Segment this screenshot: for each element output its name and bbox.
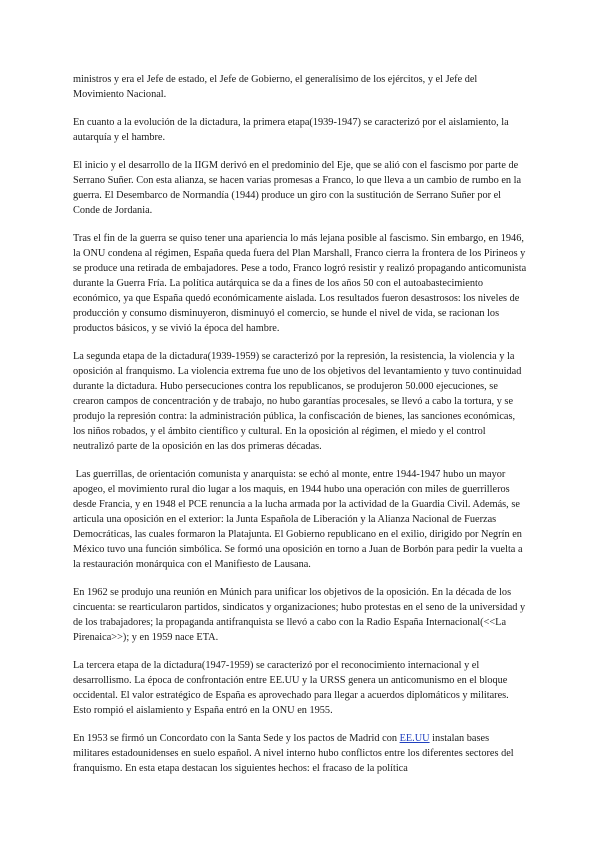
paragraph-8: La tercera etapa de la dictadura(1947-1959) se caracterizó por el reconocimiento internacional y el desarrollismo. La época de confrontación entre EE.UU y la URSS genera un anticomunismo en el bloque occidental. El valor estratégico de España es aprovechado para llegar a acuerdos diplomáticos y militares. Esto rompió el aislamiento y España entró en la ONU en 1955. xyxy=(73,660,509,716)
paragraph-3: El inicio y el desarrollo de la IIGM derivó en el predominio del Eje, que se alió con el fascismo por parte de Serrano Suñer. Con esta alianza, se hacen varias promesas a Franco, lo que lleva a un cambio de rumbo en la guerra. El Desembarco de Normandía (1944) produce un giro con la sustitución de Serrano Suñer por el Conde de Jordania. xyxy=(73,160,522,216)
paragraph-4: Tras el fin de la guerra se quiso tener una apariencia lo más lejana posible al fascismo. Sin embargo, en 1946, la ONU condena al régimen, España queda fuera del Plan Marshall, Franco cierra la frontera de los Pirineos y se produce una retirada de embajadores. Pese a todo, Franco logró resistir y realizó propagando anticomunista durante la Guerra Fría. La política autárquica se da a fines de los años 50 con el autoabastecimiento económico, ya que España quedó económicamente aislada. Los resultados fueron desastrosos: los niveles de producción y consumo disminuyeron, disminuyó el comercio, se hunde el nivel de vida, se racionan los productos básicos, y se vivió la época del hambre. xyxy=(73,233,527,334)
paragraph-5: La segunda etapa de la dictadura(1939-1959) se caracterizó por la represión, la resistencia, la violencia y la oposición al franquismo. La violencia extrema fue uno de los objetivos del levantamiento y tuvo continuidad durante la dictadura. Hubo persecuciones contra los republicanos, se produjeron 50.000 ejecuciones, se crearon campos de concentración y de trabajo, no hubo garantías procesales, se llevó a cabo la tortura, y se produjo la represión contra: la administración pública, la confiscación de bienes, las sanciones económicas, los niños robados, y el ámbito científico y cultural. En la oposición al régimen, el miedo y el control neutralizó parte de la oposición en las dos primeras décadas. xyxy=(73,351,522,452)
paragraph-9-text-after-link: instalan bases militares estadounidenses en suelo español. A nivel interno hubo conflictos entre los diferentes sectores del franquismo. En esta etapa destacan los siguientes hechos: el fracaso de la política xyxy=(73,733,514,774)
paragraph-9-text-before-link: En 1953 se firmó un Concordato con la Santa Sede y los pactos de Madrid con xyxy=(73,733,400,744)
usa-link[interactable]: EE.UU xyxy=(399,733,430,744)
paragraph-1: ministros y era el Jefe de estado, el Jefe de Gobierno, el generalísimo de los ejércitos, y el Jefe del Movimiento Nacional. xyxy=(73,74,478,100)
paragraph-6: Las guerrillas, de orientación comunista y anarquista: se echó al monte, entre 1944-1947 hubo un mayor apogeo, el movimiento rural dio lugar a los maquis, en 1944 hubo una operación con miles de guerrilleros desde Francia, y en 1948 el PCE renuncia a la lucha armada por la actividad de la Guardia Civil. Además, se articula una oposición en el exterior: la Junta Española de Liberación y la Alianza Nacional de Fuerzas Democráticas, las cuales formaron la Platajunta. El Gobierno republicano en el exilio, dirigido por Negrín en México tuvo una función simbólica. Se formó una oposición en torno a Juan de Borbón para pedir la vuelta a la restauración monárquica con el Manifiesto de Lausana. xyxy=(73,469,526,570)
paragraph-9 xyxy=(73,731,527,776)
document-body xyxy=(73,72,527,789)
paragraph-7: En 1962 se produjo una reunión en Múnich para unificar los objetivos de la oposición. En la década de los cincuenta: se rearticularon partidos, sindicatos y organizaciones; hubo protestas en el seno de la universidad y de los trabajadores; la propaganda antifranquista se llevó a cabo con la Radio España Internacional(<<La Pirenaica>>); y en 1959 nace ETA. xyxy=(73,587,526,643)
paragraph-2: En cuanto a la evolución de la dictadura, la primera etapa(1939-1947) se caracterizó por el aislamiento, la autarquía y el hambre. xyxy=(73,117,509,143)
